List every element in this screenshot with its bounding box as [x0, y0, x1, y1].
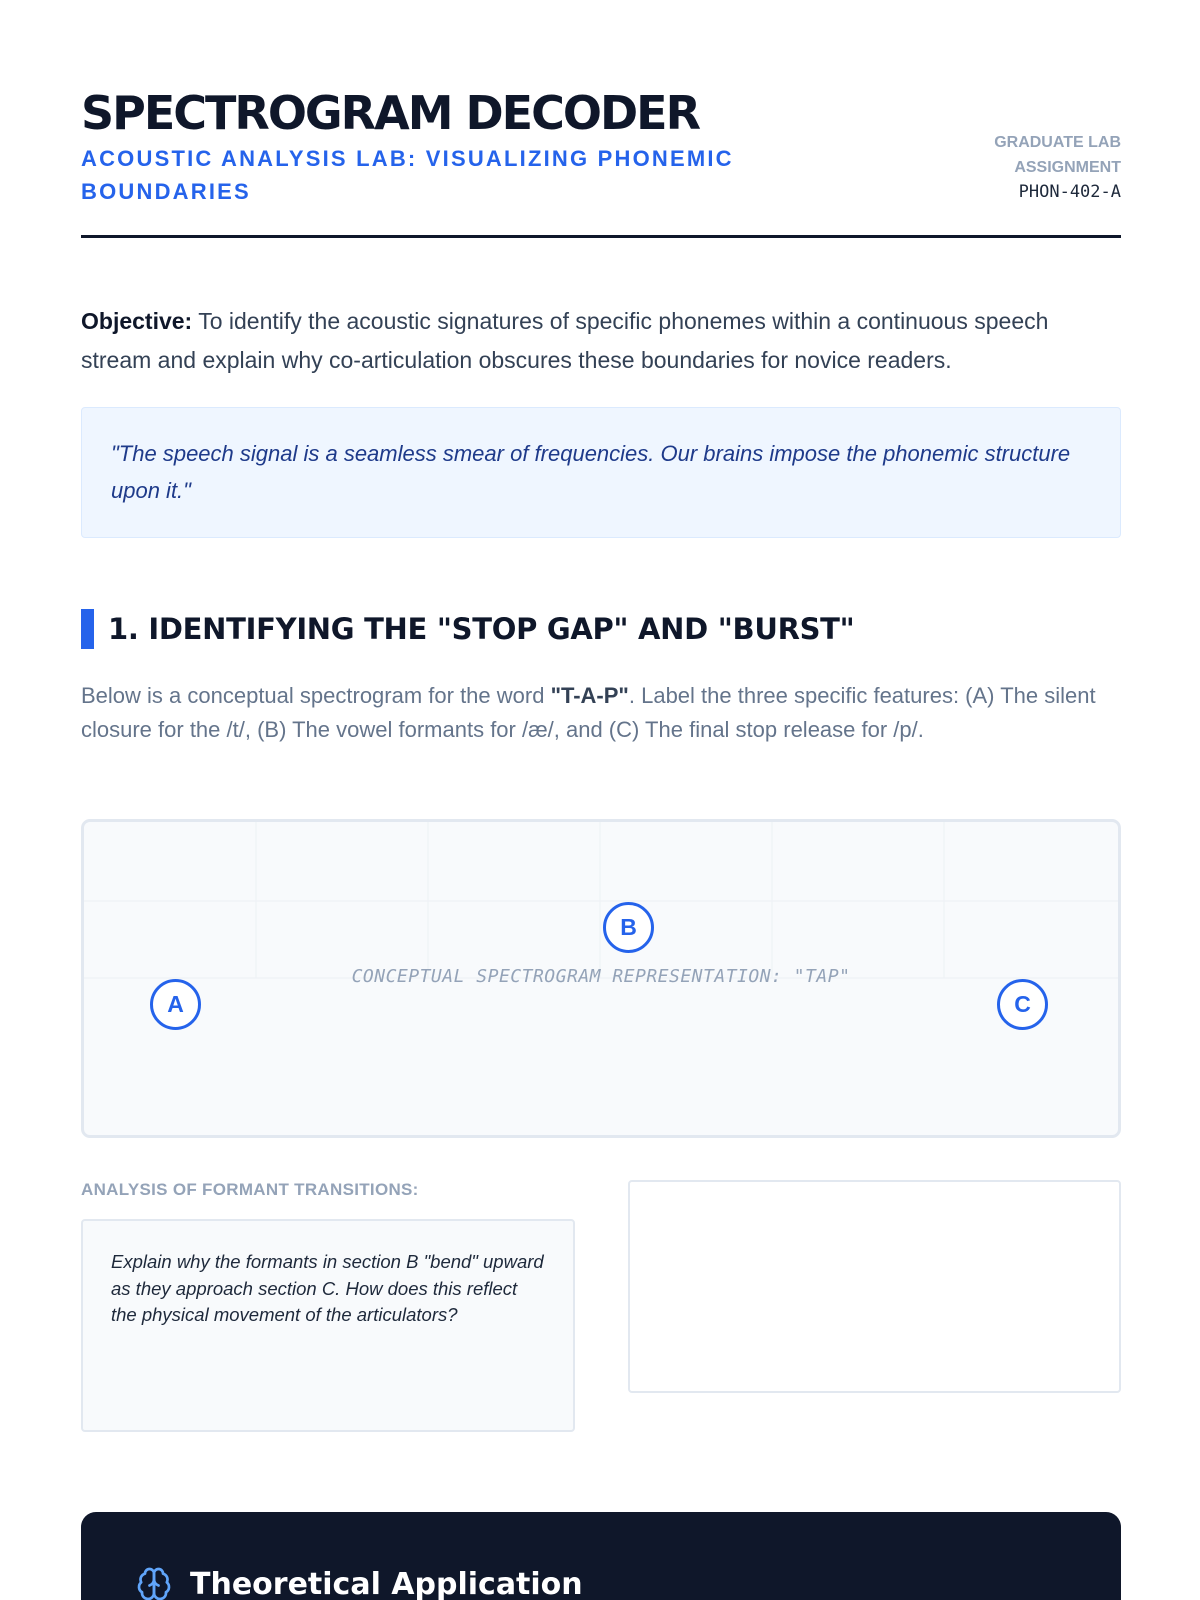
section-1-title: 1. IDENTIFYING THE "STOP GAP" AND "BURST": [108, 612, 855, 646]
spectrogram-caption: CONCEPTUAL SPECTROGRAM REPRESENTATION: "TAP": [351, 966, 851, 987]
page-header: [81, 85, 1121, 238]
marker-b[interactable]: B: [603, 902, 654, 953]
instructions-word: "T-A-P": [550, 683, 629, 708]
objective-label: Objective:: [81, 308, 193, 334]
analysis-label: ANALYSIS OF FORMANT TRANSITIONS:: [81, 1180, 419, 1199]
section-1-heading: [81, 609, 854, 649]
instructions-text-before: Below is a conceptual spectrogram for the word: [81, 683, 551, 708]
instructions-text-after: . Label the three specific features: (A) The silent closure for the /t/, (B) The vowel formants for /æ/, and (C) The final stop release for /p/.: [81, 683, 1096, 742]
assignment-code: PHON-402-A: [1018, 182, 1121, 202]
marker-c[interactable]: C: [997, 979, 1048, 1030]
assignment-meta: [971, 130, 1121, 205]
pull-quote: "The speech signal is a seamless smear of frequencies. Our brains impose the phonemic structure upon it.": [81, 407, 1121, 538]
panel-heading: [136, 1566, 583, 1600]
objective-text: To identify the acoustic signatures of specific phonemes within a continuous speech stream and explain why co-articulation obscures these boundaries for novice readers.: [81, 308, 1049, 373]
objective-paragraph: [81, 302, 1121, 380]
assignment-type-label: GRADUATE LAB ASSIGNMENT: [994, 134, 1121, 176]
page-subtitle: ACOUSTIC ANALYSIS LAB: VISUALIZING PHONEMIC BOUNDARIES: [81, 146, 734, 204]
spectrogram-panel: [81, 819, 1121, 1138]
page-title: SPECTROGRAM DECODER: [81, 86, 699, 140]
brain-icon: [136, 1566, 172, 1600]
analysis-answer-area[interactable]: [628, 1180, 1121, 1393]
analysis-prompt: Explain why the formants in section B "bend" upward as they approach section C. How does this reflect the physical movement of the articulators?: [81, 1219, 575, 1432]
section-accent-bar: [81, 609, 94, 649]
marker-a[interactable]: A: [150, 979, 201, 1030]
section-1-instructions: [81, 679, 1121, 747]
theoretical-application-panel: [81, 1512, 1121, 1600]
panel-title: Theoretical Application: [190, 1566, 583, 1600]
